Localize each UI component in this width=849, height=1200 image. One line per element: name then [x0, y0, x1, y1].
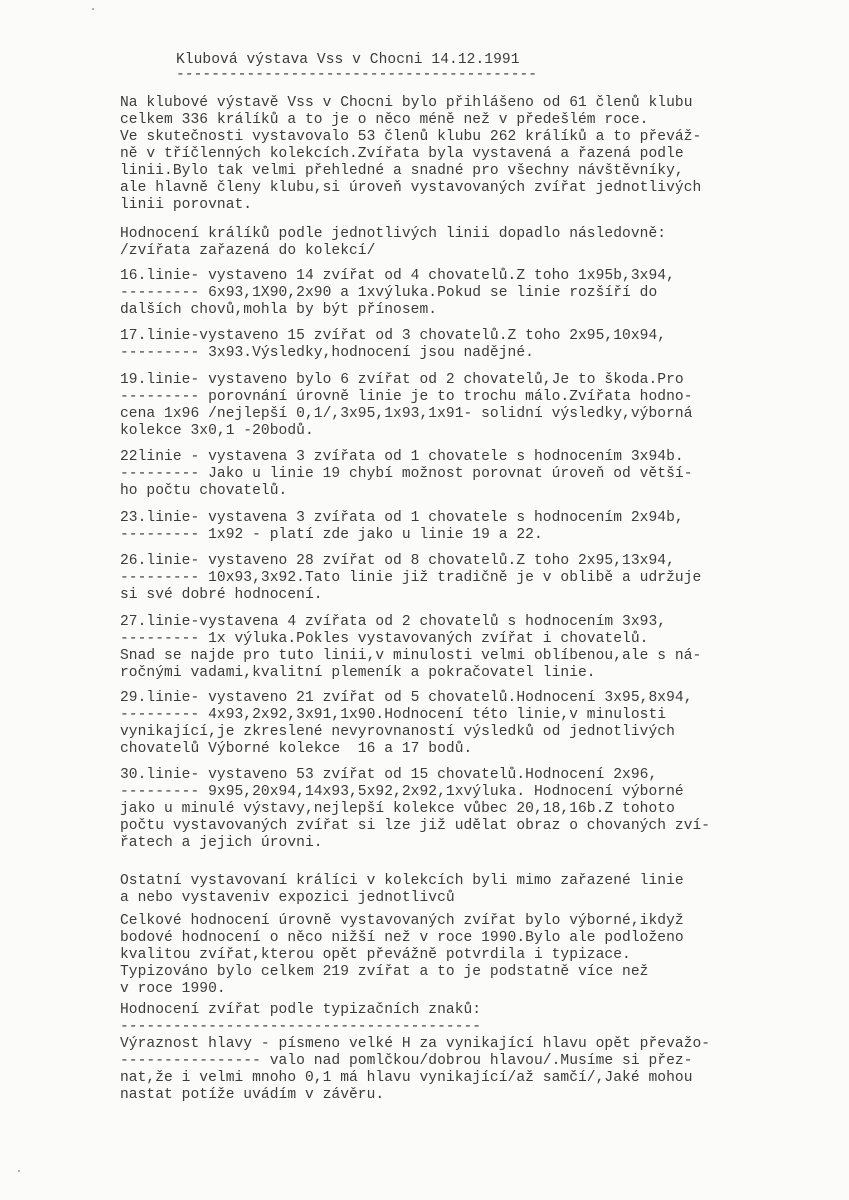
text-line: 19.linie- vystaveno bylo 6 zvířat od 2 chovatelů,Je to škoda.Pro [120, 372, 684, 388]
text-line: 17.linie-vystaveno 15 zvířat od 3 chovatelů.Z toho 2x95,10x94, [120, 328, 667, 344]
text-line: nastat potíže uvádím v závěru. [120, 1087, 385, 1103]
title-underline: ----------------------------------------- [176, 67, 538, 83]
text-line: --------- 1x92 - platí zde jako u linie 19 a 22. [120, 527, 543, 543]
text-line: počtu vystavovaných zvířat si lze již udělat obraz o chovaných zví- [120, 818, 711, 834]
text-line: dalších chovů,mohla by být přínosem. [120, 302, 438, 318]
text-line: Hodnocení zvířat podle typizačních znaků: [120, 1002, 482, 1018]
text-line: 27.linie-vystavena 4 zvířata od 2 chovatelů s hodnocením 3x93, [120, 614, 667, 630]
text-line: Na klubové výstavě Vss v Chocni bylo přihlášeno od 61 členů klubu [120, 95, 693, 111]
text-line: Snad se najde pro tuto linii,v minulosti velmi oblíbenou,ale s ná- [120, 648, 702, 664]
text-line: vynikající,je zkreslené nevyrovnaností výsledků od jednotlivých [120, 724, 675, 740]
text-line: kolekce 3x0,1 -20bodů. [120, 423, 314, 439]
text-line: --------- 4x93,2x92,3x91,1x90.Hodnocení této linie,v minulosti [120, 707, 667, 723]
text-line: --------- 10x93,3x92.Tato linie již tradičně je v oblibě a udržuje [120, 570, 702, 586]
text-line: nat,že i velmi mnoho 0,1 má hlavu vynikající/až samčí/,Jaké mohou [120, 1070, 693, 1086]
text-line: cena 1x96 /nejlepší 0,1/,3x95,1x93,1x91- solidní výsledky,výborná [120, 406, 693, 422]
text-line: jako u minulé výstavy,nejlepší kolekce vůbec 20,18,16b.Z tohoto [120, 801, 675, 817]
text-line: si své dobré hodnocení. [120, 587, 323, 603]
text-line: linii.Bylo tak velmi přehledné a snadné pro všechny návštěvníky, [120, 163, 684, 179]
text-line: Ve skutečnosti vystavovalo 53 členů klubu 262 králíků a to převáž- [120, 129, 702, 145]
text-line: 26.linie- vystaveno 28 zvířat od 8 chovatelů.Z toho 2x95,13x94, [120, 553, 675, 569]
text-line: Hodnocení králíků podle jednotlivých linii dopadlo následovně: [120, 226, 667, 242]
text-line: linii porovnat. [120, 197, 253, 213]
text-line: --------- Jako u linie 19 chybí možnost porovnat úroveň od větší- [120, 466, 693, 482]
text-line: ---------------- valo nad pomlčkou/dobrou hlavou/.Musíme si přez- [120, 1053, 693, 1069]
text-line: Výraznost hlavy - písmeno velké H za vynikající hlavu opět převažo- [120, 1036, 711, 1052]
text-line: chovatelů Výborné kolekce 16 a 17 bodů. [120, 741, 473, 757]
text-line: Celkové hodnocení úrovně vystavovaných zvířat bylo výborné,ikdyž [120, 913, 684, 929]
text-line: --------- 6x93,1X90,2x90 a 1xvýluka.Pokud se linie rozšíří do [120, 285, 658, 301]
text-line: kvalitou zvířat,kterou opět převážně potvrdila i typizace. [120, 947, 631, 963]
document-title: Klubová výstava Vss v Chocni 14.12.1991 [176, 52, 520, 68]
text-line: 30.linie- vystaveno 53 zvířat od 15 chovatelů.Hodnocení 2x96, [120, 767, 658, 783]
text-line: bodové hodnocení o něco nižší než v roce 1990.Bylo ale podloženo [120, 930, 684, 946]
text-line: Typizováno bylo celkem 219 zvířat a to je podstatně více než [120, 964, 649, 980]
text-line: ----------------------------------------- [120, 1019, 482, 1035]
text-line: celkem 336 králíků a to je o něco méně než v předešlém roce. [120, 112, 649, 128]
text-line: --------- 9x95,20x94,14x93,5x92,2x92,1xvýluka. Hodnocení výborné [120, 784, 684, 800]
text-line: --------- 1x výluka.Pokles vystavovaných zvířat i chovatelů. [120, 631, 649, 647]
text-line: řatech a jejich úrovni. [120, 835, 323, 851]
text-line: /zvířata zařazená do kolekcí/ [120, 243, 376, 259]
text-line: v roce 1990. [120, 981, 226, 997]
text-line: 29.linie- vystaveno 21 zvířat od 5 chovatelů.Hodnocení 3x95,8x94, [120, 690, 693, 706]
text-line: 22linie - vystavena 3 zvířata od 1 chovatele s hodnocením 3x94b. [120, 449, 684, 465]
text-line: ročnými vadami,kvalitní plemeník a pokračovatel linie. [120, 665, 596, 681]
text-line: ale hlavně členy klubu,si úroveň vystavovaných zvířat jednotlivých [120, 180, 702, 196]
text-line: a nebo vystaveniv expozici jednotlivců [120, 890, 455, 906]
text-line: Ostatní vystavovaní králíci v kolekcích byli mimo zařazené linie [120, 873, 684, 889]
text-line: ně v tříčlenných kolekcích.Zvířata byla vystavená a řazená podle [120, 146, 684, 162]
paper-speck [18, 1170, 20, 1172]
text-line: --------- 3x93.Výsledky,hodnocení jsou nadějné. [120, 345, 534, 361]
text-line: --------- porovnání úrovně linie je to trochu málo.Zvířata hodno- [120, 389, 693, 405]
text-line: 23.linie- vystavena 3 zvířata od 1 chovatele s hodnocením 2x94b, [120, 510, 684, 526]
paper-speck [92, 8, 94, 10]
text-line: ho počtu chovatelů. [120, 483, 288, 499]
text-line: 16.linie- vystaveno 14 zvířat od 4 chovatelů.Z toho 1x95b,3x94, [120, 268, 675, 284]
